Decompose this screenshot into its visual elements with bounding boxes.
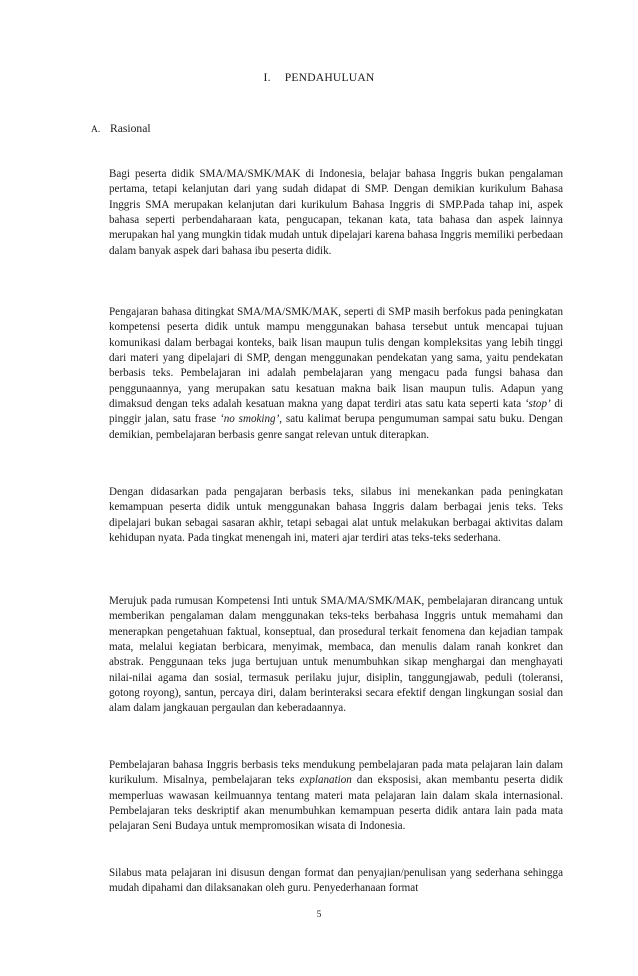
paragraph-5-text: Pembelajaran bahasa Inggris berbasis teks mendukung pembelajaran pada mata pelajaran lain dalam kurikulum. Misalnya, pembelajaran teks: [109, 759, 563, 787]
paragraph-2-italic-stop: ‘stop’: [524, 398, 551, 411]
paragraph-5: [109, 758, 563, 835]
section-heading: [91, 122, 151, 135]
paragraph-2: [109, 305, 563, 443]
section-letter: A.: [91, 125, 101, 135]
chapter-title: PENDAHULUAN: [284, 71, 375, 84]
chapter-number: I.: [263, 71, 271, 84]
paragraph-4: Merujuk pada rumusan Kompetensi Inti untuk SMA/MA/SMK/MAK, pembelajaran dirancang untuk memberikan pengalaman dalam menggunakan teks-teks berbahasa Inggris untuk memahami dan menerapkan pengetahuan faktual, konseptual, dan prosedural terkait fenomena dan kejadian tampak mata, melalui kegiatan berbicara, menyimak, membaca, dan menulis dalam ranah konkret dan abstrak. Penggunaan teks juga bertujuan untuk menumbuhkan sikap menghargai dan menghayati nilai-nilai agama dan sosial, termasuk perilaku jujur, disiplin, tanggungjawab, peduli (toleransi, gotong royong), santun, percaya diri, dalam berinteraksi secara efektif dengan lingkungan sosial dan alam dalam jangkauan pergaulan dan keberadaannya.: [109, 595, 563, 715]
paragraph-6: Silabus mata pelajaran ini disusun dengan format dan penyajian/penulisan yang sederhana sehingga mudah dipahami dan dilaksanakan oleh guru. Penyederhanaan format: [109, 867, 563, 895]
paragraph-1: Bagi peserta didik SMA/MA/SMK/MAK di Indonesia, belajar bahasa Inggris bukan pengalaman pertama, tetapi kelanjutan dari yang sudah didapat di SMP. Dengan demikian kurikulum Bahasa Inggris SMA merupakan kelanjutan dari kurikulum Bahasa Inggris di SMP.Pada tahap ini, aspek bahasa seperti perbendaharaan kata, pengucapan, tekanan kata, tata bahasa dan aspek lainnya merupakan hal yang mungkin tidak mudah untuk dipelajari karena bahasa Inggris memiliki perbedaan dalam banyak aspek dari bahasa ibu peserta didik.: [109, 168, 563, 257]
paragraph-5-text: dan eksposisi, akan membantu peserta didik memperluas wawasan keilmuannya tentang materi mata pelajaran lain dalam skala internasional. Pembelajaran teks deskriptif akan menumbuhkan kemampuan peserta didik antara lain pada mata pelajaran Seni Budaya untuk mempromosikan wisata di Indonesia.: [109, 774, 563, 833]
paragraph-2-italic-no-smoking: ‘no smoking’: [220, 413, 280, 426]
paragraph-5-italic-explanation: explanation: [299, 774, 352, 787]
paragraph-2-text: , satu kalimat berupa pengumuman sampai satu buku. Dengan demikian, pembelajaran berbasis genre sangat relevan untuk diterapkan.: [109, 413, 563, 441]
paragraph-2-text: di pinggir jalan, satu frase: [109, 398, 563, 426]
chapter-heading: [0, 71, 638, 84]
section-title: Rasional: [110, 122, 151, 135]
paragraph-2-text: Pengajaran bahasa ditingkat SMA/MA/SMK/MAK, seperti di SMP masih berfokus pada peningkatan kompetensi peserta didik untuk mampu menggunakan bahasa tersebut untuk mencapai tujuan komunikasi dalam berbagai konteks, baik lisan maupun tulis dengan kompleksitas yang lebih tinggi dari materi yang dipelajari di SMP, dengan menggunakan pendekatan yang sama, yaitu pendekatan berbasis teks. Pembelajaran ini adalah pembelajaran yang mengacu pada fungsi bahasa dan penggunaannya, yang merupakan satu kesatuan makna baik lisan maupun tulis. Adapun yang dimaksud dengan teks adalah kesatuan makna yang dapat terdiri atas satu kata seperti kata: [109, 306, 563, 411]
page-number: 5: [316, 910, 322, 920]
paragraph-3: Dengan didasarkan pada pengajaran berbasis teks, silabus ini menekankan pada peningkatan kemampuan peserta didik untuk menggunakan bahasa Inggris dalam berbagai jenis teks. Teks dipelajari bukan sebagai sasaran akhir, tetapi sebagai alat untuk melakukan berbagai aktivitas dalam kehidupan nyata. Pada tingkat menengah ini, materi ajar terdiri atas teks-teks sederhana.: [109, 486, 563, 545]
